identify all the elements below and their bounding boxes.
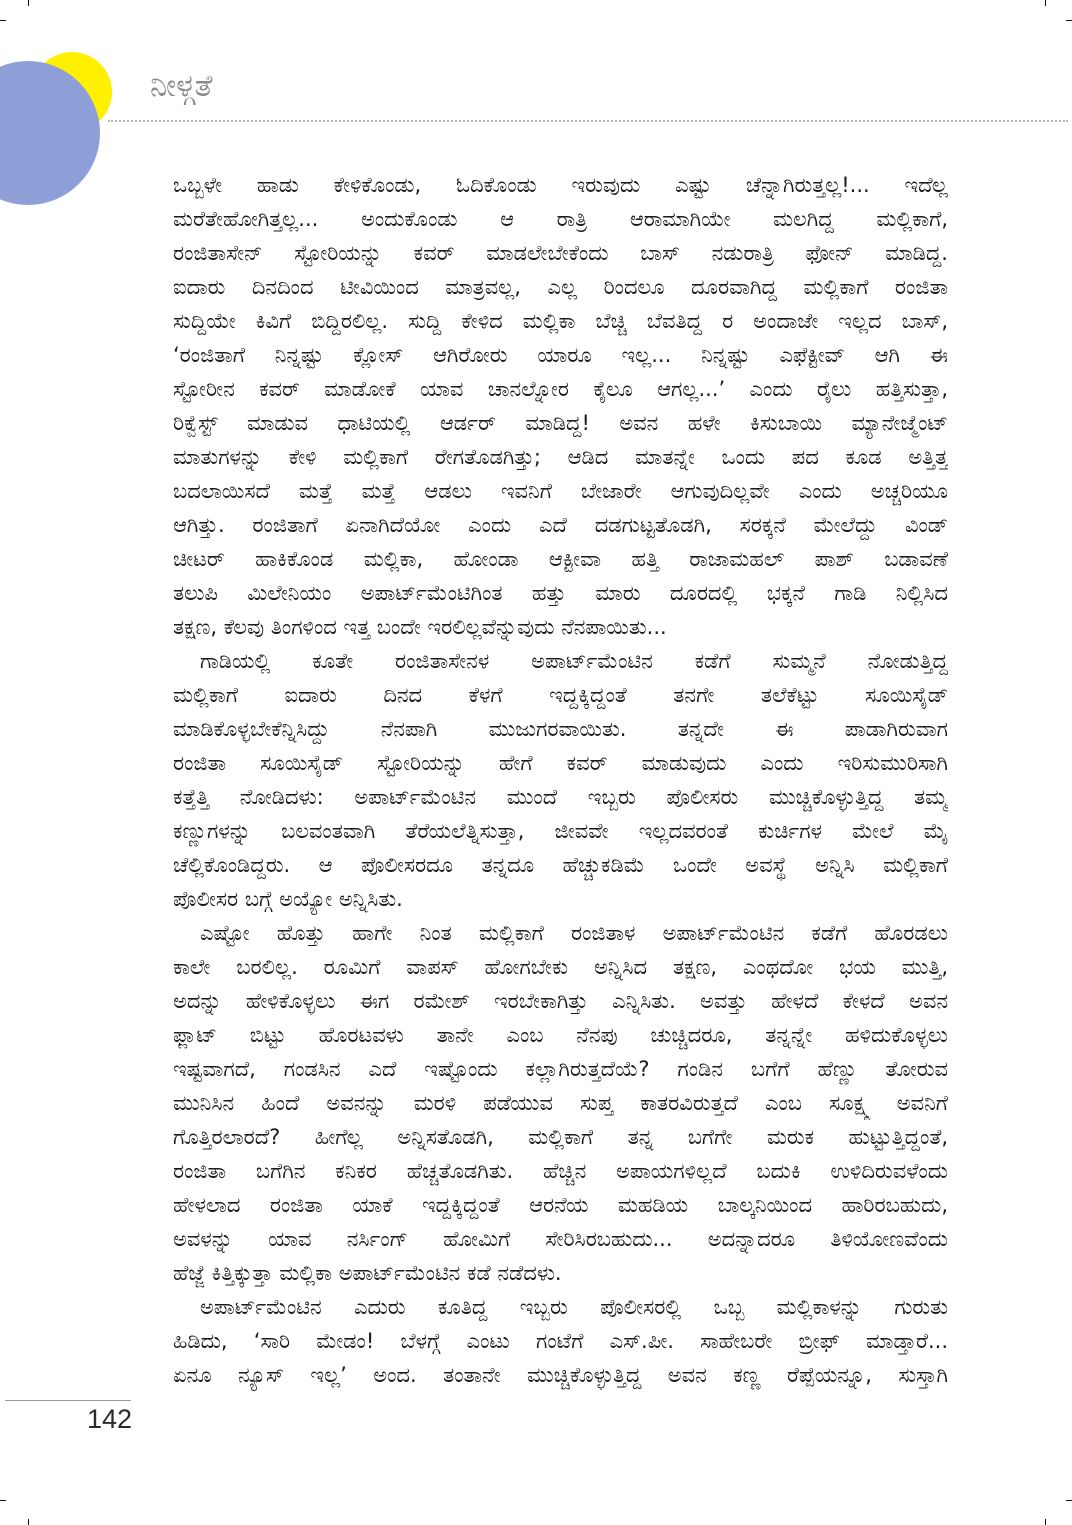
text-line: ಅವಳನ್ನು ಯಾವ ನರ್ಸಿಂಗ್ ಹೋಮಿಗೆ ಸೇರಿಸಿರಬಹುದು... ಅದನ್ನಾದರೂ ತಿಳಿಯೋಣವೆಂದು bbox=[173, 1227, 948, 1251]
text-line: ಚೀಟರ್ ಹಾಕಿಕೊಂಡ ಮಲ್ಲಿಕಾ, ಹೋಂಡಾ ಆಕ್ಟೀವಾ ಹತ್ತಿ ರಾಜಾಮಹಲ್ ಪಾಶ್ ಬಡಾವಣೆ bbox=[173, 547, 948, 571]
text-line: ಹೆಜ್ಜೆ ಕಿತ್ತಿಕ್ಕುತ್ತಾ ಮಲ್ಲಿಕಾ ಅಪಾರ್ಟ್‌ಮೆಂಟಿನ ಕಡೆ ನಡೆದಳು. bbox=[173, 1261, 562, 1285]
text-line: ಸುದ್ದಿಯೇ ಕಿವಿಗೆ ಬಿದ್ದಿರಲಿಲ್ಲ. ಸುದ್ದಿ ಕೇಳಿದ ಮಲ್ಲಿಕಾ ಬೆಚ್ಚಿ ಬೆವತಿದ್ದ ರ ಅಂದಾಜೇ ಇಲ್ಲದ ಬಾಸ್, bbox=[173, 309, 948, 333]
text-line: ರಂಜಿತಾ ಬಗೆಗಿನ ಕನಿಕರ ಹೆಚ್ಚತೊಡಗಿತು. ಹೆಚ್ಚಿನ ಅಪಾಯಗಳಿಲ್ಲದೆ ಬದುಕಿ ಉಳಿದಿರುವಳೆಂದು bbox=[173, 1159, 948, 1183]
text-line: ಸ್ಟೋರೀನ ಕವರ್ ಮಾಡೋಕೆ ಯಾವ ಚಾನಲ್ನೋರ ಕೈಲೂ ಆಗಲ್ಲ...’ ಎಂದು ರೈಲು ಹತ್ತಿಸುತ್ತಾ, bbox=[173, 377, 948, 401]
text-line: ಕಣ್ಣುಗಳನ್ನು ಬಲವಂತವಾಗಿ ತೆರೆಯಲೆತ್ನಿಸುತ್ತಾ, ಜೀವವೇ ಇಲ್ಲದವರಂತೆ ಕುರ್ಚಿಗಳ ಮೇಲೆ ಮೈ bbox=[173, 819, 948, 843]
text-line: ಕಾಲೇ ಬರಲಿಲ್ಲ. ರೂಮಿಗೆ ವಾಪಸ್ ಹೋಗಬೇಕು ಅನ್ನಿಸಿದ ತಕ್ಷಣ, ಎಂಥದೋ ಭಯ ಮುತ್ತಿ, bbox=[173, 955, 948, 979]
crop-mark bbox=[1045, 0, 1046, 6]
text-line: ರಂಜಿತಾಸೇನ್ ಸ್ಟೋರಿಯನ್ನು ಕವರ್ ಮಾಡಲೇಬೇಕೆಂದು ಬಾಸ್ ನಡುರಾತ್ರಿ ಫೋನ್ ಮಾಡಿದ್ದ. bbox=[173, 241, 948, 265]
story-text bbox=[173, 168, 948, 1392]
text-line: ಮಾತುಗಳನ್ನು ಕೇಳಿ ಮಲ್ಲಿಕಾಗೆ ರೇಗತೊಡಗಿತ್ತು; ಆಡಿದ ಮಾತನ್ನೇ ಒಂದು ಪದ ಕೂಡ ಅತ್ತಿತ್ತ bbox=[173, 445, 948, 469]
text-line: ಕತ್ತೆತ್ತಿ ನೋಡಿದಳು: ಅಪಾರ್ಟ್‌ಮೆಂಟಿನ ಮುಂದೆ ಇಬ್ಬರು ಪೊಲೀಸರು ಮುಚ್ಚಿಕೊಳ್ಳುತ್ತಿದ್ದ ತಮ್ಮ bbox=[173, 785, 948, 809]
text-line: ಮಲ್ಲಿಕಾಗೆ ಐದಾರು ದಿನದ ಕೆಳಗೆ ಇದ್ದಕ್ಕಿದ್ದಂತೆ ತನಗೇ ತಲೆಕೆಟ್ಟು ಸೂಯಿಸೈಡ್ bbox=[173, 683, 948, 707]
text-line: ಗಾಡಿಯಲ್ಲಿ ಕೂತೇ ರಂಜಿತಾಸೇನಳ ಅಪಾರ್ಟ್‌ಮೆಂಟಿನ ಕಡೆಗೆ ಸುಮ್ಮನೆ ನೋಡುತ್ತಿದ್ದ bbox=[200, 649, 948, 673]
paragraph bbox=[173, 644, 948, 916]
crop-mark bbox=[28, 1519, 29, 1525]
crop-mark bbox=[1066, 20, 1072, 21]
text-line: ತಕ್ಷಣ, ಕೆಲವು ತಿಂಗಳಿಂದ ಇತ್ತ ಬಂದೇ ಇರಲಿಲ್ಲವೆನ್ನುವುದು ನೆನಪಾಯಿತು... bbox=[173, 615, 667, 639]
paragraph bbox=[173, 168, 948, 644]
text-line: ಮುನಿಸಿನ ಹಿಂದೆ ಅವನನ್ನು ಮರಳಿ ಪಡೆಯುವ ಸುಪ್ತ ಕಾತರವಿರುತ್ತದೆ ಎಂಬ ಸೂಕ್ಷ್ಮ ಅವನಿಗೆ bbox=[173, 1091, 948, 1115]
paragraph bbox=[173, 1290, 948, 1392]
text-line: ಪೊಲೀಸರ ಬಗ್ಗೆ ಅಯ್ಯೋ ಅನ್ನಿಸಿತು. bbox=[173, 887, 403, 911]
crop-mark bbox=[1045, 1519, 1046, 1525]
text-line: ಅಪಾರ್ಟ್‌ಮೆಂಟಿನ ಎದುರು ಕೂತಿದ್ದ ಇಬ್ಬರು ಪೊಲೀಸರಲ್ಲಿ ಒಬ್ಬ ಮಲ್ಲಿಕಾಳನ್ನು ಗುರುತು bbox=[200, 1295, 948, 1319]
text-line: ಎಷ್ಟೋ ಹೊತ್ತು ಹಾಗೇ ನಿಂತ ಮಲ್ಲಿಕಾಗೆ ರಂಜಿತಾಳ ಅಪಾರ್ಟ್‌ಮೆಂಟಿನ ಕಡೆಗೆ ಹೊರಡಲು bbox=[200, 921, 948, 945]
text-line: ರಂಜಿತಾ ಸೂಯಿಸೈಡ್ ಸ್ಟೋರಿಯನ್ನು ಹೇಗೆ ಕವರ್ ಮಾಡುವುದು ಎಂದು ಇರಿಸುಮುರಿಸಾಗಿ bbox=[173, 751, 948, 775]
crop-mark bbox=[28, 0, 29, 6]
running-head-title: ನೀಳ್ಗತೆ bbox=[150, 68, 213, 104]
text-line: ಹಿಡಿದು, ‘ಸಾರಿ ಮೇಡಂ! ಬೆಳಗ್ಗೆ ಎಂಟು ಗಂಟೆಗೆ ಎಸ್.ಪೀ. ಸಾಹೇಬರೇ ಬ್ರೀಫ್ ಮಾಡ್ತಾರೆ... bbox=[173, 1329, 948, 1353]
text-line: ಬದಲಾಯಿಸದೆ ಮತ್ತೆ ಮತ್ತೆ ಆಡಲು ಇವನಿಗೆ ಬೇಜಾರೇ ಆಗುವುದಿಲ್ಲವೇ ಎಂದು ಅಚ್ಚರಿಯೂ bbox=[173, 479, 948, 503]
text-line: ರಿಕ್ವೆಸ್ಟ್ ಮಾಡುವ ಧಾಟಿಯಲ್ಲಿ ಆರ್ಡರ್ ಮಾಡಿದ್ದ! ಅವನ ಹಳೇ ಕಿಸುಬಾಯಿ ಮ್ಯಾನೇಜ್ಮೆಂಟ್ bbox=[173, 411, 948, 435]
text-line: ಚೆಲ್ಲಿಕೊಂಡಿದ್ದರು. ಆ ಪೊಲೀಸರದೂ ತನ್ನದೂ ಹೆಚ್ಚುಕಡಿಮೆ ಒಂದೇ ಅವಸ್ಥೆ ಅನ್ನಿಸಿ ಮಲ್ಲಿಕಾಗೆ bbox=[173, 853, 948, 877]
text-line: ಇಷ್ಟವಾಗದೆ, ಗಂಡಸಿನ ಎದೆ ಇಷ್ಟೊಂದು ಕಲ್ಲಾಗಿರುತ್ತದೆಯೆ? ಗಂಡಿನ ಬಗೆಗೆ ಹೆಣ್ಣು ತೋರುವ bbox=[173, 1057, 948, 1081]
header-dotted-rule bbox=[108, 120, 1068, 122]
text-line: ‘ರಂಜಿತಾಗೆ ನಿನ್ನಷ್ಟು ಕ್ಲೋಸ್ ಆಗಿರೋರು ಯಾರೂ ಇಲ್ಲ... ನಿನ್ನಷ್ಟು ಎಫೆಕ್ಟೀವ್ ಆಗಿ ಈ bbox=[173, 343, 948, 367]
crop-mark bbox=[1066, 1500, 1072, 1501]
text-line: ಫ್ಲಾಟ್ ಬಿಟ್ಟು ಹೊರಟವಳು ತಾನೇ ಎಂಬ ನೆನಪು ಚುಚ್ಚಿದರೂ, ತನ್ನನ್ನೇ ಹಳಿದುಕೊಳ್ಳಲು bbox=[173, 1023, 948, 1047]
text-line: ಮರೆತೇಹೋಗಿತ್ತಲ್ಲ... ಅಂದುಕೊಂಡು ಆ ರಾತ್ರಿ ಆರಾಮಾಗಿಯೇ ಮಲಗಿದ್ದ ಮಲ್ಲಿಕಾಗೆ, bbox=[173, 207, 948, 231]
page-number: 142 bbox=[86, 1404, 132, 1434]
footer-rule bbox=[5, 1400, 131, 1401]
text-line: ಗೊತ್ತಿರಲಾರದೆ? ಹೀಗೆಲ್ಲ ಅನ್ನಿಸತೊಡಗಿ, ಮಲ್ಲಿಕಾಗೆ ತನ್ನ ಬಗೆಗೇ ಮರುಕ ಹುಟ್ಟುತ್ತಿದ್ದಂತೆ, bbox=[173, 1125, 948, 1149]
text-line: ಹೇಳಲಾದ ರಂಜಿತಾ ಯಾಕೆ ಇದ್ದಕ್ಕಿದ್ದಂತೆ ಆರನೆಯ ಮಹಡಿಯ ಬಾಲ್ಕನಿಯಿಂದ ಹಾರಿರಬಹುದು, bbox=[173, 1193, 948, 1217]
text-line: ತಲುಪಿ ಮಿಲೇನಿಯಂ ಅಪಾರ್ಟ್‌ಮೆಂಟಿಗಿಂತ ಹತ್ತು ಮಾರು ದೂರದಲ್ಲಿ ಭಕ್ಕನೆ ಗಾಡಿ ನಿಲ್ಲಿಸಿದ bbox=[173, 581, 948, 605]
crop-mark bbox=[0, 20, 6, 21]
text-line: ಆಗಿತ್ತು. ರಂಜಿತಾಗೆ ಏನಾಗಿದೆಯೋ ಎಂದು ಎದೆ ದಡಗುಟ್ಟತೊಡಗಿ, ಸರಕ್ಕನೆ ಮೇಲೆದ್ದು ವಿಂಡ್ bbox=[173, 513, 948, 537]
text-line: ಅದನ್ನು ಹೇಳಿಕೊಳ್ಳಲು ಈಗ ರಮೇಶ್ ಇರಬೇಕಾಗಿತ್ತು ಎನ್ನಿಸಿತು. ಅವತ್ತು ಹೇಳದೆ ಕೇಳದೆ ಅವನ bbox=[173, 989, 948, 1013]
text-line: ಏನೂ ನ್ಯೂಸ್ ಇಲ್ಲ’ ಅಂದ. ತಂತಾನೇ ಮುಚ್ಚಿಕೊಳ್ಳುತ್ತಿದ್ದ ಅವನ ಕಣ್ಣ ರೆಪ್ಪೆಯನ್ನೂ, ಸುಸ್ತಾಗಿ bbox=[173, 1363, 948, 1387]
text-line: ಮಾಡಿಕೊಳ್ಳಬೇಕೆನ್ನಿಸಿದ್ದು ನೆನಪಾಗಿ ಮುಜುಗರವಾಯಿತು. ತನ್ನದೇ ಈ ಪಾಡಾಗಿರುವಾಗ bbox=[173, 717, 948, 741]
paragraph bbox=[173, 916, 948, 1290]
text-line: ಐದಾರು ದಿನದಿಂದ ಟೀವಿಯಿಂದ ಮಾತ್ರವಲ್ಲ, ಎಲ್ಲ ರಿಂದಲೂ ದೂರವಾಗಿದ್ದ ಮಲ್ಲಿಕಾಗೆ ರಂಜಿತಾ bbox=[173, 275, 948, 299]
text-line: ಒಬ್ಬಳೇ ಹಾಡು ಕೇಳಿಕೊಂಡು, ಓದಿಕೊಂಡು ಇರುವುದು ಎಷ್ಟು ಚೆನ್ನಾಗಿರುತ್ತಲ್ಲ!... ಇದೆಲ್ಲ bbox=[173, 173, 948, 197]
crop-mark bbox=[0, 1500, 6, 1501]
